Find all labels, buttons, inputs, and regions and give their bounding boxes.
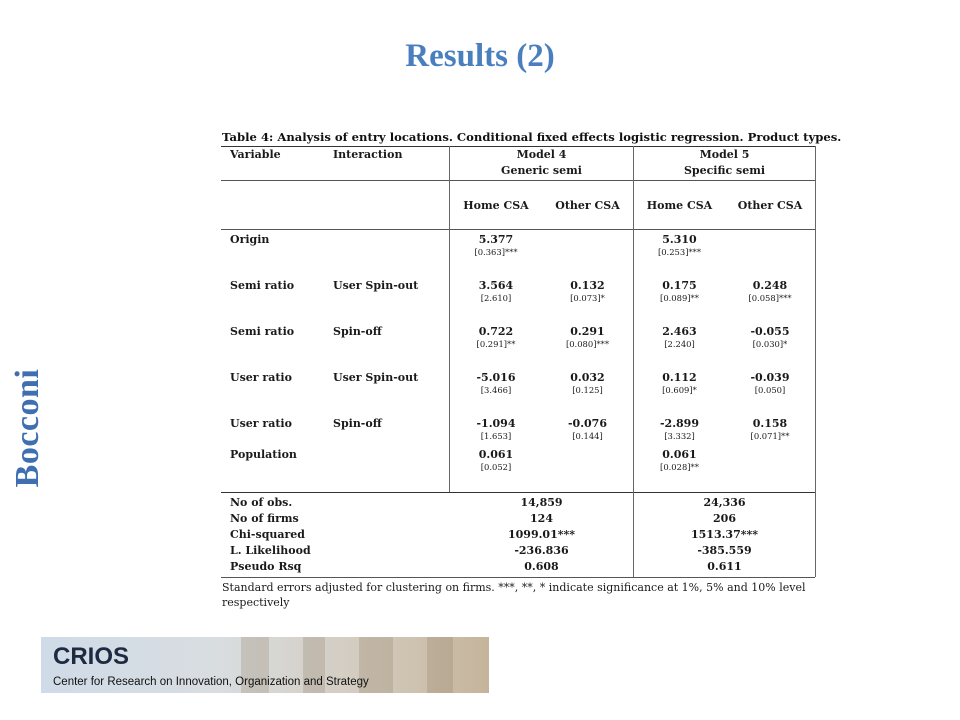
header-model4-sub: Generic semi	[501, 164, 582, 177]
coef: -1.094	[476, 417, 516, 430]
table-rule	[221, 492, 815, 493]
coef: 0.061	[478, 448, 514, 461]
std-error: [0.080]***	[565, 339, 610, 349]
std-error: [1.653]	[480, 431, 512, 441]
std-error: [0.050]	[754, 385, 786, 395]
coef: 5.310	[662, 233, 697, 246]
crios-logo	[41, 637, 489, 693]
coef: -2.899	[659, 417, 699, 430]
header-model4: Model 4	[516, 148, 567, 161]
table-note: Standard errors adjusted for clustering on firms. ***, **, * indicate significance at 1%, 5% and 10% level respectively	[222, 581, 806, 609]
header-home-csa: Home CSA	[646, 199, 713, 212]
row-interaction: User Spin-out	[333, 371, 419, 384]
std-error: [2.610]	[480, 293, 512, 303]
stat-value: 1099.01***	[507, 528, 575, 541]
coef: 0.248	[752, 279, 788, 292]
std-error: [0.125]	[572, 385, 603, 395]
coef: 5.377	[478, 233, 514, 246]
stat-value: -385.559	[697, 544, 752, 557]
crios-name: CRIOS	[53, 643, 130, 670]
coef: 0.291	[570, 325, 605, 338]
row-variable: Semi ratio	[230, 279, 295, 292]
std-error: [0.052]	[480, 462, 512, 472]
header-model5: Model 5	[699, 148, 750, 161]
std-error: [0.253]***	[657, 247, 702, 257]
crios-subtitle: Center for Research on Innovation, Organization and Strategy	[53, 676, 369, 688]
std-error: [0.073]*	[570, 293, 605, 303]
coef: -0.076	[567, 417, 607, 430]
coef: 2.463	[662, 325, 697, 338]
stat-value: -236.836	[514, 544, 569, 557]
row-interaction: Spin-off	[333, 417, 382, 430]
row-variable: Origin	[230, 233, 270, 246]
std-error: [2.240]	[664, 339, 695, 349]
coef: 0.722	[478, 325, 514, 338]
stat-value: 206	[713, 512, 736, 525]
building-backdrop	[427, 637, 453, 693]
header-variable: Variable	[230, 148, 281, 161]
row-variable: Semi ratio	[230, 325, 295, 338]
std-error: [0.058]***	[748, 293, 792, 303]
coef: 0.032	[570, 371, 605, 384]
std-error: [0.089]**	[660, 293, 699, 303]
stat-value: 124	[530, 512, 553, 525]
stat-value: 0.608	[524, 560, 559, 573]
table-caption: Table 4: Analysis of entry locations. Conditional fixed effects logistic regression. Product types.	[222, 130, 842, 144]
regression-table	[221, 128, 841, 618]
std-error: [0.028]**	[660, 462, 699, 472]
std-error: [0.609]*	[662, 385, 697, 395]
header-model5-sub: Specific semi	[683, 164, 766, 177]
header-other-csa: Other CSA	[737, 199, 803, 212]
header-other-csa: Other CSA	[555, 199, 620, 212]
table-rule	[221, 229, 815, 230]
coef: -0.039	[750, 371, 790, 384]
row-variable: User ratio	[230, 417, 292, 430]
std-error: [0.363]***	[474, 247, 518, 257]
stat-label: Pseudo Rsq	[230, 560, 302, 573]
table-rule	[221, 146, 815, 147]
coef: 0.112	[662, 371, 697, 384]
stat-label: L. Likelihood	[230, 544, 311, 557]
row-interaction: Spin-off	[333, 325, 382, 338]
row-variable: User ratio	[230, 371, 292, 384]
stat-label: Chi-squared	[230, 528, 305, 541]
table-divider	[815, 146, 816, 577]
coef: 3.564	[478, 279, 514, 292]
table-rule	[221, 180, 815, 181]
stat-value: 24,336	[703, 496, 746, 509]
std-error: [3.332]	[664, 431, 695, 441]
row-variable: Population	[230, 448, 297, 461]
coef: -5.016	[476, 371, 516, 384]
coef: 0.061	[662, 448, 697, 461]
stat-label: No of firms	[230, 512, 299, 525]
header-interaction: Interaction	[333, 148, 403, 161]
coef: 0.132	[570, 279, 605, 292]
slide-title: Results (2)	[405, 38, 555, 74]
bocconi-logo: Bocconi	[9, 368, 46, 488]
coef: 0.158	[752, 417, 788, 430]
std-error: [0.291]**	[476, 339, 516, 349]
stat-label: No of obs.	[230, 496, 293, 509]
stat-value: 14,859	[520, 496, 563, 509]
std-error: [0.144]	[572, 431, 603, 441]
row-interaction: User Spin-out	[333, 279, 419, 292]
std-error: [3.466]	[480, 385, 512, 395]
table-rule	[221, 577, 815, 578]
stat-value: 1513.37***	[690, 528, 758, 541]
coef: -0.055	[750, 325, 790, 338]
stat-value: 0.611	[707, 560, 742, 573]
std-error: [0.071]**	[750, 431, 790, 441]
coef: 0.175	[662, 279, 697, 292]
header-home-csa: Home CSA	[463, 199, 529, 212]
std-error: [0.030]*	[752, 339, 788, 349]
